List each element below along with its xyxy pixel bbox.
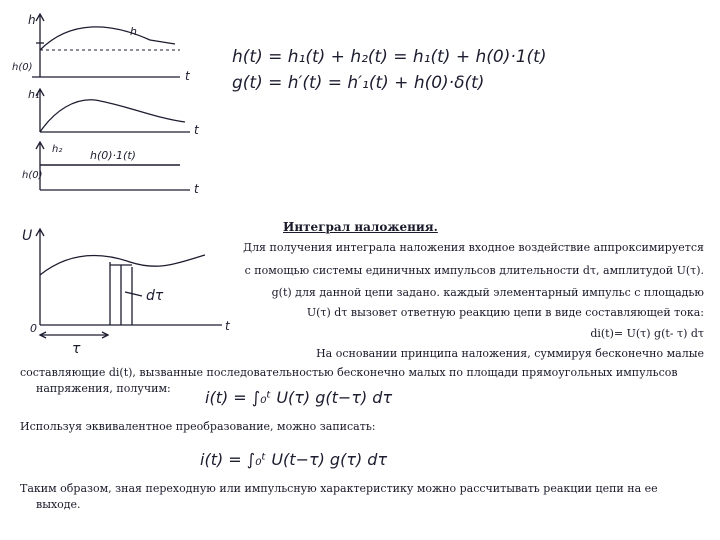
g1-curve-label: h xyxy=(130,25,137,38)
g2-axis-label: t xyxy=(194,123,199,137)
paragraph-line-4: U(τ) dτ вызовет ответную реакцию цепи в виде составляющей тока: xyxy=(306,306,704,319)
g4-origin-label: 0 xyxy=(30,322,37,335)
dtau-pointer xyxy=(125,292,142,296)
section-heading: Интеграл наложения. xyxy=(283,220,438,234)
g4-y-label: U xyxy=(22,228,33,244)
formula-h: h(t) = h₁(t) + h₂(t) = h₁(t) + h(0)·1(t) xyxy=(232,47,547,67)
g3-level-label: h(0) xyxy=(22,170,43,181)
paragraph-line-1: Для получения интеграла наложения входное воздействие аппроксимируется xyxy=(243,241,704,254)
g4-tau-label: τ xyxy=(72,341,81,357)
g1-level-label: h(0) xyxy=(12,62,33,73)
graph-h1 xyxy=(36,89,190,132)
paragraph-equivalent-transform: Используя эквивалентное преобразование, можно записать: xyxy=(20,420,376,433)
g3-step-label: h(0)·1(t) xyxy=(90,149,136,162)
g4-axis-label: t xyxy=(225,319,230,333)
g2-y-label: h₁ xyxy=(28,88,40,101)
graph-u xyxy=(36,229,222,338)
formula-g: g(t) = h′(t) = h′₁(t) + h(0)·δ(t) xyxy=(232,73,485,93)
paragraph-line-2: с помощью системы единичных импульсов длительности dτ, амплитудой U(τ). xyxy=(244,264,704,277)
paragraph-line-6: На основании принципа наложения, суммируя бесконечно малые xyxy=(316,347,704,360)
h-curve xyxy=(40,27,175,50)
paragraph-line-3: g(t) для данной цепи задано. каждый элементарный импульс с площадью xyxy=(271,286,704,299)
h1-curve xyxy=(40,100,185,132)
formula-convolution-2: i(t) = ∫₀ᵗ U(t−τ) g(τ) dτ xyxy=(200,450,388,469)
paragraph-line-8: напряжения, получим: xyxy=(36,382,171,395)
paragraph-conclusion-2: выходе. xyxy=(36,498,81,511)
g3-y-label: h₂ xyxy=(52,144,63,155)
paragraph-conclusion-1: Таким образом, зная переходную или импульсную характеристику можно рассчитывать реакции цепи на ее xyxy=(20,482,658,495)
paragraph-line-7: составляющие di(t), вызванные последовательностью бесконечно малых по площади прямоугольных импульсов xyxy=(20,366,678,379)
formula-convolution-1: i(t) = ∫₀ᵗ U(τ) g(t−τ) dτ xyxy=(205,388,393,407)
graph-h xyxy=(32,14,180,77)
g1-y-label: h xyxy=(28,13,36,27)
g4-dtau-label: dτ xyxy=(146,288,164,304)
g3-axis-label: t xyxy=(194,182,199,196)
g1-axis-label: t xyxy=(185,69,190,83)
current-component-equation: di(t)= U(τ) g(t- τ) dτ xyxy=(590,327,704,340)
